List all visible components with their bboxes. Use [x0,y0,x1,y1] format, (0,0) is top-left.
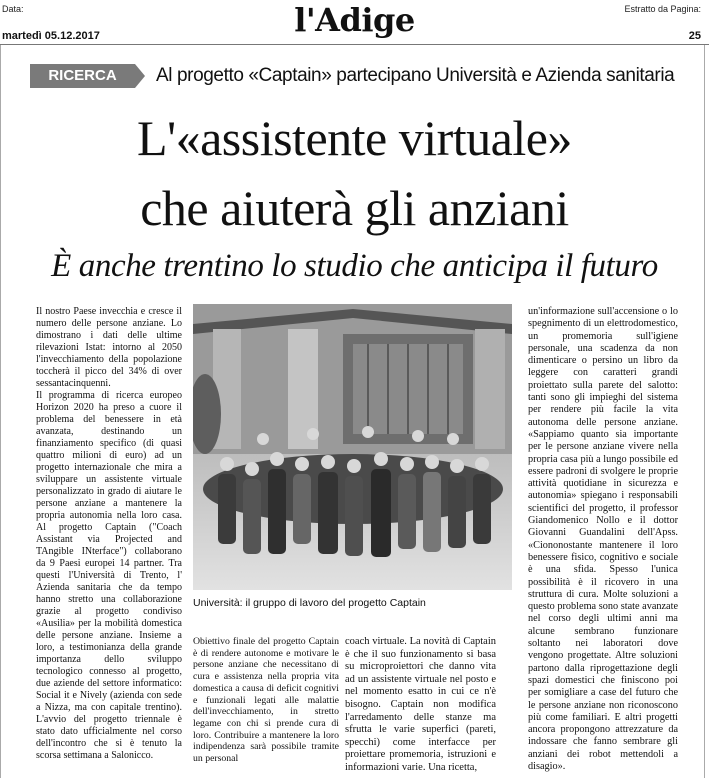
article-kicker: Al progetto «Captain» partecipano Università e Azienda sanitaria [156,65,675,86]
article-column-3 [345,636,496,775]
paragraph: Obiettivo finale del progetto Captain è di rendere autonome e motivare le persone anziane che necessitano di cura e assistenza nella propria vita domestica a causa di deficit cognitivi e funzionali legati alle malattie dell'invecchiamento, in stretto legame con chi si prende cura di loro. Contribuire a mantenere la loro indipendenza sarà possibile tramite un personal [193,636,339,765]
group-photo-image [193,304,512,590]
article-column-4 [528,306,678,773]
article-column-1 [36,306,182,762]
article-subtitle: È anche trentino lo studio che anticipa il futuro [51,248,658,284]
masthead-rule [0,44,709,45]
date-value: martedì 05.12.2017 [2,30,100,42]
headline-line-1: L'«assistente virtuale» [137,110,572,166]
extract-label: Estratto da Pagina: [624,4,701,14]
photo-caption: Università: il gruppo di lavoro del progetto Captain [193,597,426,609]
paragraph: Il programma di ricerca europeo Horizon 2020 ha preso a cuore il problema del benessere in età avanzata, destinando un finanziamento specifico (di quasi quattro milioni di euro) ad un progetto internazionale che mira a sviluppare un assistente virtuale personalizzato in grado di aiutare le persone anziane a mantenere la propria autonomia nella loro casa. Al progetto Captain ("Coach Assistant via Projected and TAngible INterface") collaborano da 9 Paesi europei 14 partner. Tra questi l'Università di Trento, l' Azienda sanitaria che da tempo hanno stretto una collaborazione grazie al progetto condiviso «Ausilia» per la mobilità domestica delle persone anziane. Insieme a loro, a testimonianza della grande importanza dello sviluppo tecnologico connesso al progetto, due aziende del settore informatico: Social it e Nively (azienda con sede a Nizza, ma con capitale trentino). L'avvio del progetto triennale è stato dato ufficialmente nel corso dell'incontro che si è tenuto la scorsa settimana a Salonicco. [36,390,182,761]
group-photo [193,304,512,590]
paragraph: un'informazione sull'accensione o lo spegnimento di un elettrodomestico, un promemoria sull'igiene personale, una scadenza da non dimenticare o persino un libro da leggere con caratteri grandi proiettato sulla parete del salotto: tanti sono gli impieghi del sistema per rendere più facile la vita autonoma delle persone anziane. «Sappiamo quanto sia importante per le persone anziane vivere nella propria casa più a lungo possibile ed essere padroni di svolgere le proprie attività quotidiane in sicurezza e autonomia» spiegano i responsabili scientifici del progetto, il professor Giandomenico Nollo e il dottor Giovanni Guandalini dell'Apss. «Ciononostante mantenere il loro benessere fisico, cognitivo e sociale è una sfida. Spesso l'unica possibilità è il ricovero in una struttura di cura. Molte soluzioni a questo problema sono state avanzate nel corso degli ultimi anni ma alcune sembrano funzionare soltanto nei laboratori dove vengono progettate. Altre soluzioni partono dalla riprogettazione degli spazi domestici che finiscono poi per somigliare a case del futuro che le persone anziane non riconoscono più come familiari. E altri progetti ancora propongono attrezzature da indossare che fanno sembrare gli anziani dei robot mettendoli a disagio». [528,306,678,772]
article-column-2 [193,636,339,765]
headline-line-2: che aiuterà gli anziani [140,180,569,236]
newspaper-logo: l'Adige [294,1,415,39]
section-tag-arrow [135,64,145,88]
paragraph: coach virtuale. La novità di Captain è che il suo funzionamento si basa su microproiettori che danno vita ad un assistente virtuale nel posto e nel momento esatto in cui ce n'è bisogno. Captain non modifica l'arredamento delle stanze ma sfrutta le varie superfici (pareti, specchi) come interfacce per proiettare promemoria, istruzioni e informazioni varie. Una ricetta, [345,636,496,773]
date-label: Data: [2,4,24,14]
paragraph: Il nostro Paese invecchia e cresce il numero delle persone anziane. Lo dimostrano i dati delle ultime rilevazioni Istat: intorno al 2050 l'invecchiamento della popolazione toccherà il picco del 34% di over sessantacinquenni. [36,306,182,389]
section-tag: RICERCA [30,64,135,88]
page-number: 25 [688,30,701,42]
